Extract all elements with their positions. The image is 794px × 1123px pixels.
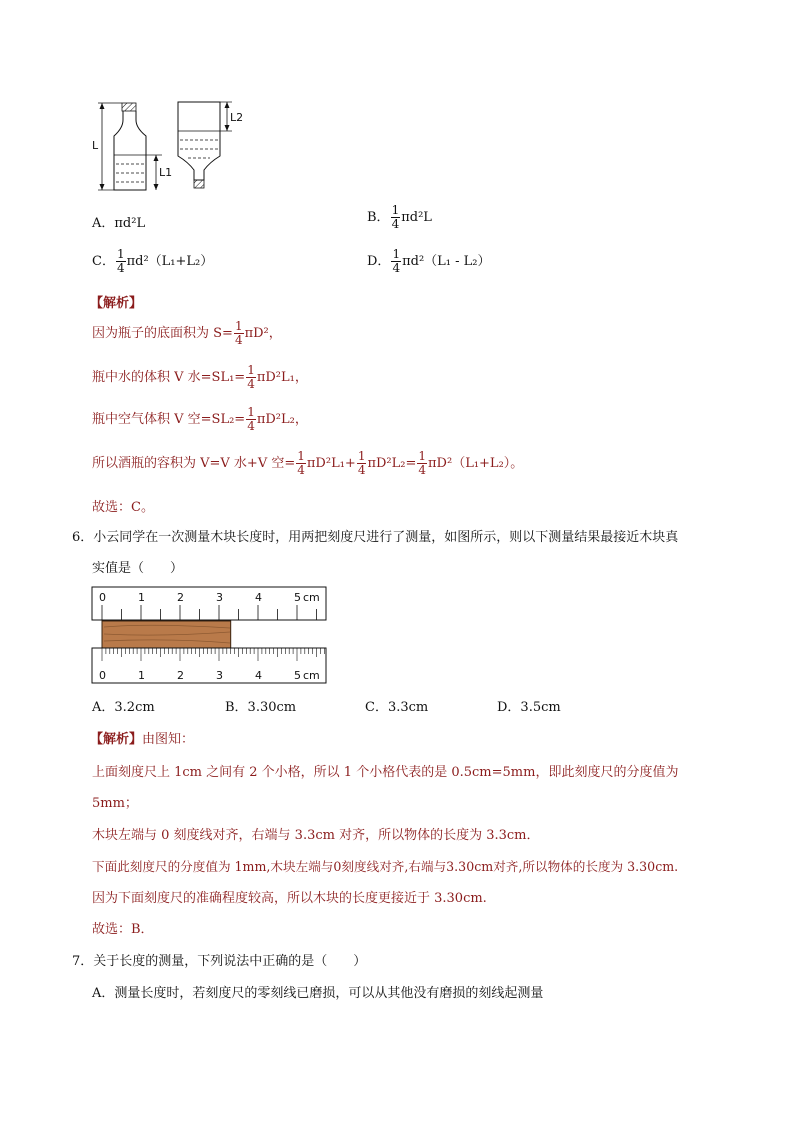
q6-option-c[interactable]: C．3.3cm (365, 700, 429, 715)
fraction: $\frac{1}{4}$ (234, 319, 243, 347)
bottom-ruler (92, 648, 326, 683)
option-expr: πd²（L₁+L₂） (126, 254, 214, 269)
fraction: $\frac{1}{4}$ (391, 203, 400, 231)
ruler-top-label: 0 (99, 591, 106, 604)
ruler-top-label: 5 (294, 591, 301, 604)
ruler-bottom-label: 0 (99, 669, 106, 682)
ruler-bottom-label: 4 (255, 669, 262, 682)
option-expr: πd²（L₁ - L₂） (402, 254, 491, 269)
ruler-figure (90, 586, 330, 688)
ruler-bottom-label: 5 (294, 669, 301, 682)
ruler-top-label: 4 (255, 591, 262, 604)
option-expr: πd²L (401, 210, 432, 225)
option-letter: A． (92, 216, 115, 231)
fraction: $\frac{1}{4}$ (116, 247, 125, 275)
ruler-bottom-label: 3 (216, 669, 223, 682)
q7-stem: 7．关于长度的测量，下列说法中正确的是（ ） (72, 954, 367, 969)
q6-analysis-line3: 木块左端与 0 刻度线对齐，右端与 3.3cm 对齐，所以物体的长度为 3.3cm． (92, 828, 540, 843)
ruler-unit-label: cm (303, 669, 320, 682)
q6-analysis-heading-line (90, 728, 194, 747)
fraction: $\frac{1}{4}$ (297, 449, 305, 477)
bottle-figure (92, 98, 252, 198)
fraction: $\frac{1}{4}$ (418, 449, 427, 477)
fraction: $\frac{1}{4}$ (247, 363, 255, 391)
q6-analysis-line2: 5mm； (92, 796, 138, 811)
inverted-bottle (178, 102, 220, 188)
q5-option-a[interactable] (92, 212, 145, 231)
option-letter: D． (367, 254, 391, 269)
q5-option-c[interactable] (92, 248, 213, 275)
ruler-top-label: 2 (177, 591, 184, 604)
fraction: $\frac{1}{4}$ (357, 449, 366, 477)
q6-analysis-intro: 由图知： (142, 732, 195, 747)
q6-option-b[interactable]: B．3.30cm (225, 700, 297, 715)
q6-analysis-line5: 因为下面刻度尺的准确程度较高，所以木块的长度更接近于 3.30cm. (92, 891, 487, 906)
q6-stem-line2: 实值是（ ） (92, 561, 184, 576)
q5-analysis-line2: 瓶中水的体积 V 水=SL₁= $\frac{1}{4}$ πD²L₁， (92, 363, 308, 391)
option-expr: πd²L (114, 216, 146, 231)
dimension-L (98, 103, 122, 190)
q5-analysis-line4: 所以酒瓶的容积为 V=V 水+V 空= $\frac{1}{4}$ πD²L₁+ $\frac{1}{4}$ πD²L₂= $\frac{1}{4}$ πD²（L₁+L₂）。 (92, 449, 524, 477)
fraction: $\frac{1}{4}$ (247, 405, 255, 433)
q5-option-b[interactable] (367, 204, 432, 231)
ruler-top-label: 3 (216, 591, 223, 604)
label-L1: L1 (159, 166, 173, 179)
option-letter: C． (92, 254, 115, 269)
q6-analysis-line4: 下面此刻度尺的分度值为 1mm,木块左端与0刻度线对齐,右端与3.30cm对齐,所以物体的长度为 3.30cm. (92, 859, 679, 874)
ruler-unit-label: cm (303, 591, 320, 604)
q6-option-a[interactable]: A．3.2cm (92, 700, 155, 715)
label-L: L (92, 139, 99, 152)
q6-answer: 故选：B． (92, 922, 154, 937)
ruler-bottom-label: 1 (138, 669, 145, 682)
top-ruler (92, 587, 326, 620)
q5-analysis-line3: 瓶中空气体积 V 空=SL₂= $\frac{1}{4}$ πD²L₂， (92, 405, 308, 433)
q5-analysis-line1: 因为瓶子的底面积为 S= $\frac{1}{4}$ πD²， (92, 319, 282, 347)
option-letter: B． (367, 210, 390, 225)
label-L2: L2 (230, 111, 244, 124)
q6-stem-line1: 6．小云同学在一次测量木块长度时，用两把刻度尺进行了测量，如图所示，则以下测量结果最接近木块真 (72, 530, 679, 545)
ruler-top-label: 1 (138, 591, 145, 604)
q5-answer: 故选：C。 (92, 500, 154, 515)
q7-option-a[interactable]: A．测量长度时，若刻度尺的零刻线已磨损，可以从其他没有磨损的刻线起测量 (92, 986, 544, 1001)
q6-option-d[interactable]: D．3.5cm (497, 700, 561, 715)
q6-analysis-heading: 【解析】 (90, 732, 143, 747)
q5-analysis-heading: 【解析】 (90, 296, 143, 311)
upright-bottle (114, 103, 146, 190)
ruler-bottom-label: 2 (177, 669, 184, 682)
fraction: $\frac{1}{4}$ (392, 247, 401, 275)
q6-analysis-line1: 上面刻度尺上 1cm 之间有 2 个小格，所以 1 个小格代表的是 0.5cm=5mm，即此刻度尺的分度值为 (92, 765, 679, 780)
q5-option-d[interactable] (367, 248, 491, 275)
